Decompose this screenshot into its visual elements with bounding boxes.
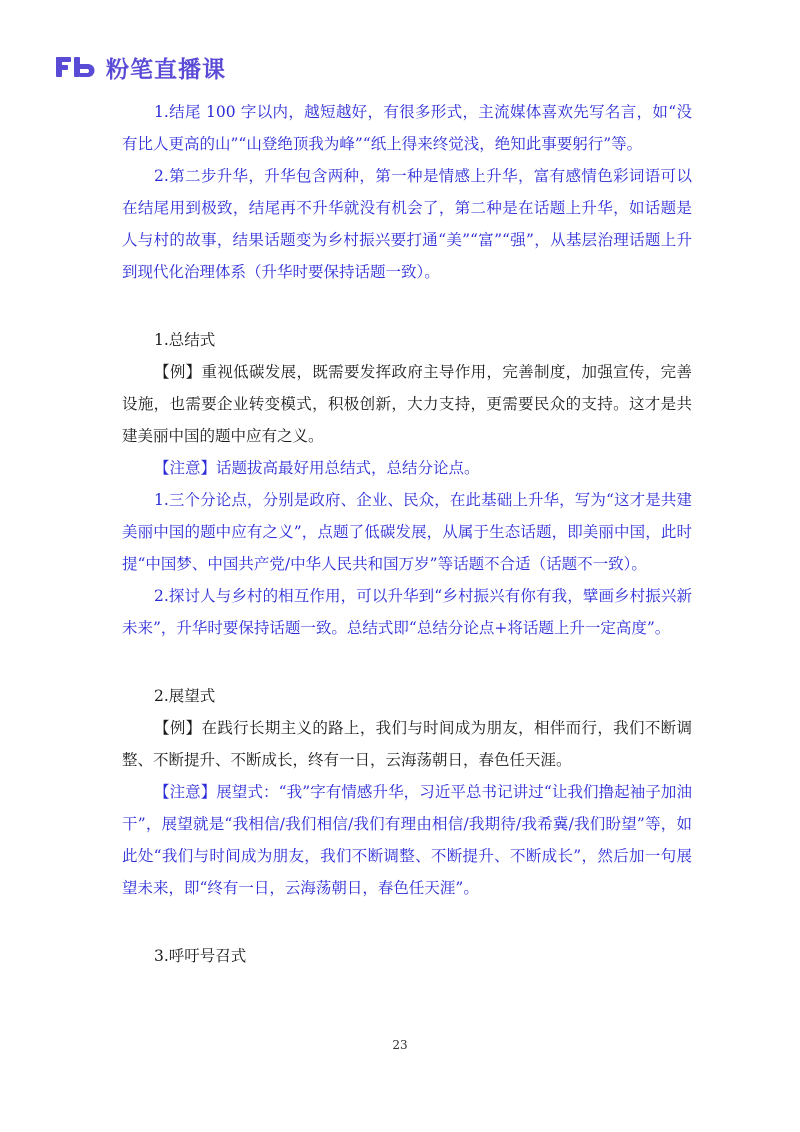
spacer — [122, 904, 692, 940]
section-title-summary: 1.总结式 — [154, 331, 216, 349]
summary-note-point-2: 2.探讨人与乡村的相互作用，可以升华到“乡村振兴有你有我，擘画乡村振兴新未来”，升华时要保持话题一致。总结式即“总结分论点+将话题上升一定高度”。 — [122, 587, 692, 637]
header — [56, 50, 226, 84]
outlook-note: 【注意】展望式：“我”字有情感升华，习近平总书记讲过“让我们撸起袖子加油干”，展望就是“我相信/我们相信/我们有理由相信/我期待/我希冀/我们盼望”等，如此处“我们与时间成为朋友，我们不断调整、不断提升、不断成长”，然后加一句展望未来，即“终有一日，云海荡朝日，春色任天涯”。 — [122, 783, 692, 897]
summary-example: 【例】重视低碳发展，既需要发挥政府主导作用，完善制度，加强宣传，完善设施，也需要企业转变模式，积极创新，大力支持，更需要民众的支持。这才是共建美丽中国的题中应有之义。 — [122, 363, 692, 445]
section-title-appeal: 3.呼吁号召式 — [154, 947, 247, 965]
brand-title: 粉笔直播课 — [106, 56, 226, 83]
spacer — [122, 644, 692, 680]
section-title-outlook: 2.展望式 — [154, 687, 216, 705]
document-body — [122, 96, 692, 972]
outlook-example: 【例】在践行长期主义的路上，我们与时间成为朋友，相伴而行，我们不断调整、不断提升、不断成长，终有一日，云海荡朝日，春色任天涯。 — [122, 719, 692, 769]
page-number: 23 — [392, 1038, 408, 1052]
paragraph-sublimation: 2.第二步升华，升华包含两种，第一种是情感上升华，富有感情色彩词语可以在结尾用到极致，结尾再不升华就没有机会了，第二种是在话题上升华，如话题是人与村的故事，结果话题变为乡村振兴要打通“美”“富”“强”，从基层治理话题上升到现代化治理体系（升华时要保持话题一致）。 — [122, 167, 693, 281]
fenbi-logo-icon — [56, 56, 96, 78]
summary-note-point-1: 1.三个分论点，分别是政府、企业、民众，在此基础上升华，写为“这才是共建美丽中国的题中应有之义”，点题了低碳发展，从属于生态话题，即美丽中国，此时提“中国梦、中国共产党/中华人民共和国万岁”等话题不合适（话题不一致）。 — [122, 491, 692, 573]
spacer — [122, 288, 692, 324]
summary-note: 【注意】话题拔高最好用总结式，总结分论点。 — [154, 459, 480, 477]
paragraph-ending-length: 1.结尾 100 字以内，越短越好，有很多形式，主流媒体喜欢先写名言，如“没有比人更高的山”“山登绝顶我为峰”“纸上得来终觉浅，绝知此事要躬行”等。 — [122, 103, 692, 153]
